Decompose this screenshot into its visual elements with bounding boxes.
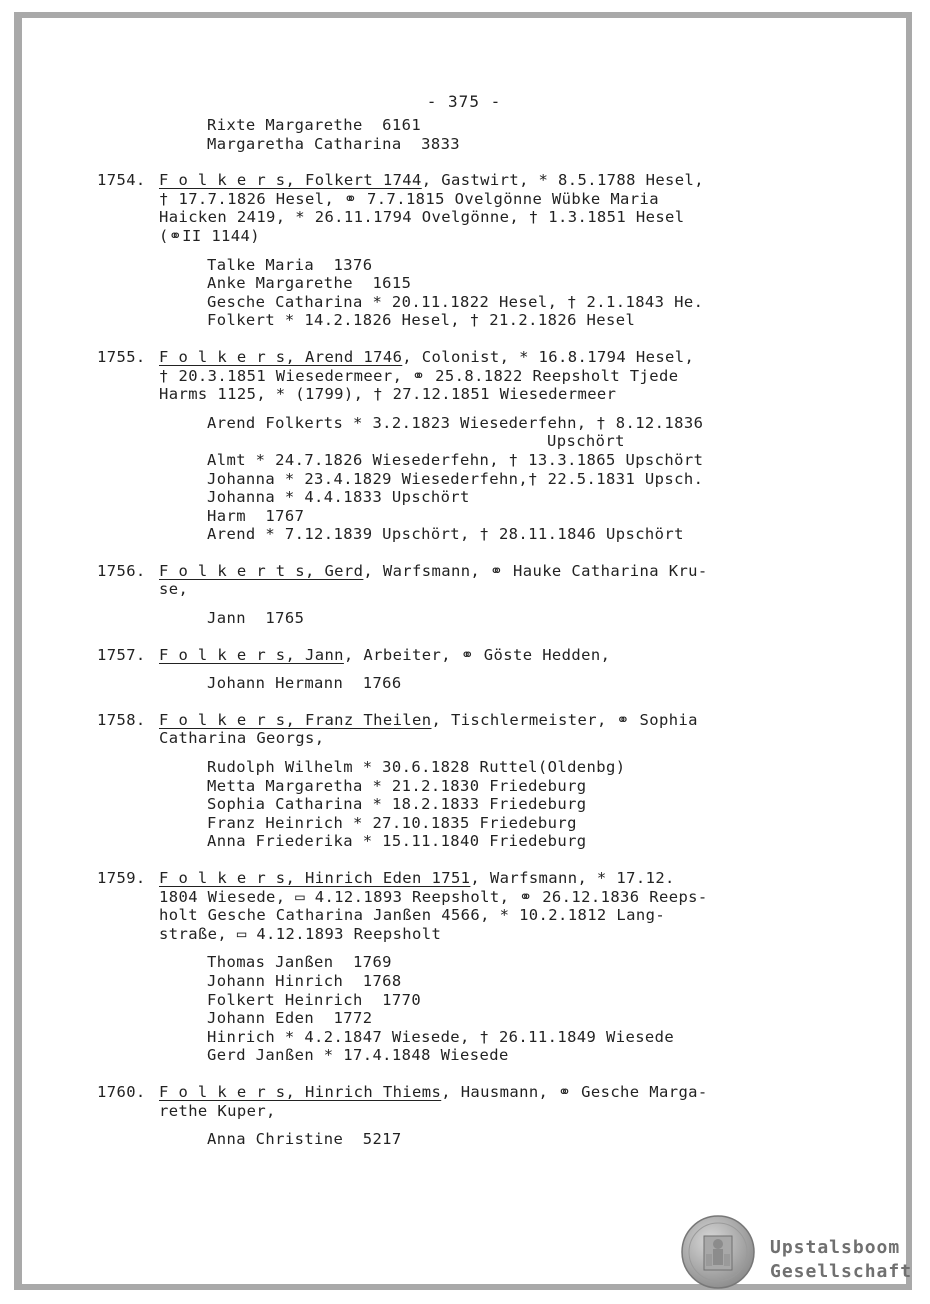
- child-line: Franz Heinrich * 27.10.1835 Friedeburg: [207, 813, 577, 832]
- entry-detail: , Tischlermeister, ⚭ Sophia: [431, 710, 698, 729]
- entry-1756-head: [97, 562, 797, 581]
- child-line: Anna Christine 5217: [207, 1130, 402, 1149]
- child-line: Johanna * 23.4.1829 Wiesederfehn,† 22.5.1831 Upsch.: [207, 469, 704, 488]
- entry-name: F o l k e r t s, Gerd: [159, 561, 364, 580]
- child-line: Johanna * 4.4.1833 Upschört: [207, 488, 470, 507]
- entry-1759-head: [97, 869, 797, 888]
- child-line: Folkert * 14.2.1826 Hesel, † 21.2.1826 Hesel: [207, 311, 636, 330]
- entry-line: holt Gesche Catharina Janßen 4566, * 10.2.1812 Lang-: [159, 906, 666, 925]
- child-line: Harm 1767: [207, 506, 305, 525]
- entry-detail: , Colonist, * 16.8.1794 Hesel,: [402, 347, 695, 366]
- child-line: Folkert Heinrich 1770: [207, 990, 422, 1009]
- child-line-continuation: Upschört: [547, 432, 625, 451]
- seal-logo-icon: [680, 1214, 756, 1290]
- entry-name: F o l k e r s, Franz Theilen: [159, 710, 432, 729]
- entry-detail: , Warfsmann, ⚭ Hauke Catharina Kru-: [363, 561, 708, 580]
- carryover-line: Rixte Margarethe 6161: [207, 116, 422, 134]
- child-line: Johann Eden 1772: [207, 1009, 373, 1028]
- child-line: Gerd Janßen * 17.4.1848 Wiesede: [207, 1046, 509, 1065]
- entry-name: F o l k e r s, Hinrich Thiems: [159, 1082, 442, 1101]
- entry-number: 1754.: [97, 171, 146, 190]
- entry-detail: , Hausmann, ⚭ Gesche Marga-: [441, 1082, 708, 1101]
- child-line: Jann 1765: [207, 609, 305, 628]
- entry-number: 1756.: [97, 561, 146, 580]
- entry-number: 1760.: [97, 1082, 146, 1101]
- child-line: Gesche Catharina * 20.11.1822 Hesel, † 2.1.1843 He.: [207, 292, 704, 311]
- entry-line: rethe Kuper,: [159, 1101, 276, 1120]
- child-line: Arend * 7.12.1839 Upschört, † 28.11.1846 Upschört: [207, 525, 684, 544]
- child-line: Rudolph Wilhelm * 30.6.1828 Ruttel(Oldenbg): [207, 758, 626, 777]
- child-line: Arend Folkerts * 3.2.1823 Wiesederfehn, † 8.12.1836: [207, 413, 704, 432]
- entry-1760-head: [97, 1083, 797, 1102]
- entry-name: F o l k e r s, Hinrich Eden 1751: [159, 869, 471, 887]
- entry-number: 1758.: [97, 710, 146, 729]
- child-line: Hinrich * 4.2.1847 Wiesede, † 26.11.1849 Wiesede: [207, 1027, 675, 1046]
- entry-number: 1755.: [97, 347, 146, 366]
- entry-name: F o l k e r s, Arend 1746: [159, 347, 403, 366]
- child-line: Anna Friederika * 15.11.1840 Friedeburg: [207, 832, 587, 851]
- page-number: - 375 -: [426, 92, 502, 111]
- entry-line: se,: [159, 580, 189, 599]
- document-page: [22, 18, 913, 1284]
- entry-1755-head: [97, 348, 797, 367]
- entry-number: 1757.: [97, 645, 146, 664]
- entry-line: straße, ▭ 4.12.1893 Reepsholt: [159, 924, 442, 943]
- entry-line: Catharina Georgs,: [159, 729, 325, 748]
- child-line: Sophia Catharina * 18.2.1833 Friedeburg: [207, 795, 587, 814]
- entry-name: F o l k e r s, Folkert 1744: [159, 171, 422, 190]
- child-line: Almt * 24.7.1826 Wiesederfehn, † 13.3.1865 Upschört: [207, 450, 704, 469]
- entry-line: (⚭II 1144): [159, 226, 260, 245]
- child-line: Johann Hermann 1766: [207, 674, 402, 693]
- child-line: Thomas Janßen 1769: [207, 953, 392, 972]
- brand-name: [770, 1236, 912, 1284]
- entry-name: F o l k e r s, Jann: [159, 645, 344, 664]
- entry-detail: , Arbeiter, ⚭ Göste Hedden,: [343, 645, 611, 664]
- entry-detail: , Gastwirt, * 8.5.1788 Hesel,: [421, 171, 704, 190]
- entry-line: 1804 Wiesede, ▭ 4.12.1893 Reepsholt, ⚭ 26.12.1836 Reeps-: [159, 887, 708, 906]
- brand-line-2: Gesellschaft: [770, 1261, 913, 1282]
- carryover-line: Margaretha Catharina 3833: [207, 134, 461, 153]
- entry-1754-head: [97, 171, 797, 190]
- child-line: Anke Margarethe 1615: [207, 274, 412, 293]
- entry-number: 1759.: [97, 869, 146, 887]
- genealogy-text: [97, 116, 797, 1149]
- entry-line: Harms 1125, * (1799), † 27.12.1851 Wiesedermeer: [159, 385, 617, 404]
- child-line: Johann Hinrich 1768: [207, 971, 402, 990]
- child-line: Metta Margaretha * 21.2.1830 Friedeburg: [207, 776, 587, 795]
- child-line: Talke Maria 1376: [207, 255, 373, 274]
- entry-line: † 17.7.1826 Hesel, ⚭ 7.7.1815 Ovelgönne Wübke Maria: [159, 189, 659, 208]
- entry-line: Haicken 2419, * 26.11.1794 Ovelgönne, † 1.3.1851 Hesel: [159, 208, 685, 227]
- entry-detail: , Warfsmann, * 17.12.: [470, 869, 675, 887]
- entry-1758-head: [97, 711, 797, 730]
- entry-1757-head: [97, 646, 797, 665]
- entry-line: † 20.3.1851 Wiesedermeer, ⚭ 25.8.1822 Reepsholt Tjede: [159, 366, 679, 385]
- brand-line-1: Upstalsboom: [770, 1237, 901, 1258]
